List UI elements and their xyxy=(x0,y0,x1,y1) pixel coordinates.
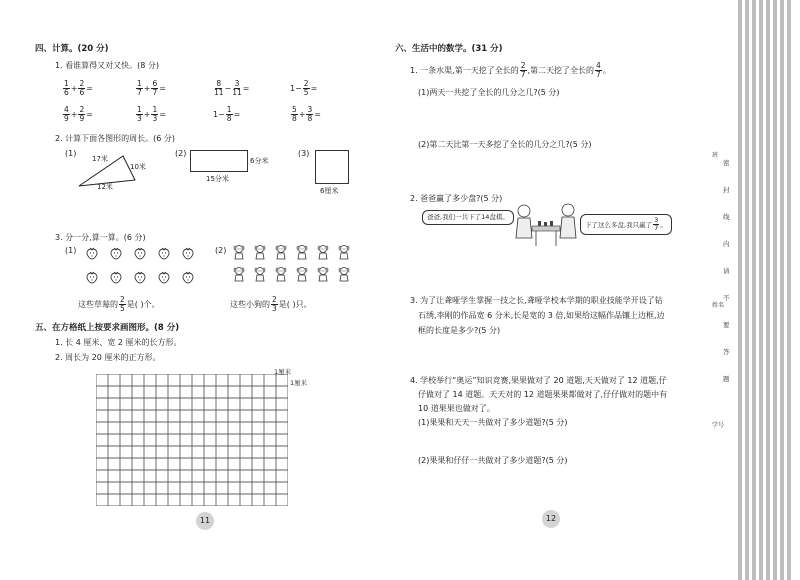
bubble2-post: 。 xyxy=(660,221,667,229)
calc-numerator: 6 xyxy=(152,79,158,88)
r-q2-title: 2. 爸爸赢了多少盘?(5 分) xyxy=(410,194,503,203)
r-q4-part1: (1)果果和天天一共做对了多少道题?(5 分) xyxy=(418,418,568,427)
strawberry-icon xyxy=(181,246,195,260)
puppy-icon xyxy=(253,244,267,258)
puppy-icon xyxy=(274,266,288,280)
binding-stripe xyxy=(773,0,777,580)
div1-number: (1) xyxy=(65,246,77,255)
grid-unit-label-side: 1厘米 xyxy=(290,379,308,387)
calc-item xyxy=(290,80,317,97)
puppy-icon xyxy=(316,266,330,280)
calc-numerator: 1 xyxy=(137,105,142,114)
calc-numerator: 1 xyxy=(152,105,158,114)
calc-equals: = xyxy=(310,84,318,93)
margin-char: 题 xyxy=(723,375,730,383)
calc-denominator: 7 xyxy=(137,88,142,97)
calc-denominator: 5 xyxy=(303,88,309,97)
strawberry-icon xyxy=(109,270,123,284)
margin-char: 不 xyxy=(723,294,730,302)
calc-denominator: 6 xyxy=(64,88,69,97)
strawberry-icon xyxy=(157,246,171,260)
fig3-number: (3) xyxy=(298,149,310,158)
calc-denominator: 3 xyxy=(137,114,142,123)
binding-stripe xyxy=(766,0,770,580)
margin-char: 内 xyxy=(723,240,730,248)
calc-fraction xyxy=(214,80,224,97)
r-q4-line1: 4. 学校举行“奥运”知识竞赛,果果做对了 20 道题,天天做对了 12 道题,仔 xyxy=(410,376,667,385)
r-q3-line1: 3. 为了让聋哑学生掌握一技之长,聋哑学校本学期的职业技能学开设了钻 xyxy=(410,296,663,305)
chess-players-illustration xyxy=(510,202,582,248)
calc-equals: = xyxy=(242,84,250,93)
r-q1-frac2 xyxy=(595,62,602,79)
graph-paper-grid[interactable] xyxy=(96,374,288,506)
r-q1-frac1-num: 2 xyxy=(520,61,526,70)
calc-fraction xyxy=(151,80,158,97)
strawberry-icon xyxy=(85,246,99,260)
calc-equals: = xyxy=(86,110,93,119)
puppy-icon xyxy=(232,244,246,258)
strawberry-icon xyxy=(133,270,147,284)
calc-denominator: 6 xyxy=(79,88,85,97)
calc-numerator: 3 xyxy=(234,79,240,88)
binding-stripe xyxy=(738,0,742,580)
fig1-label-b: 10米 xyxy=(130,163,146,171)
triangle-figure xyxy=(75,152,155,192)
r-q1-part1: (1)两天一共挖了全长的几分之几?(5 分) xyxy=(418,88,560,97)
calc-item xyxy=(135,106,166,123)
calc-item xyxy=(290,106,321,123)
div2-question xyxy=(230,296,312,313)
r-q4-part2: (2)果果和仔仔一共做对了多少道题?(5 分) xyxy=(418,456,568,465)
bubble2-fraction xyxy=(653,217,659,232)
r-q4-line3: 10 道果果也做对了。 xyxy=(418,404,495,413)
div1-fraction-den: 5 xyxy=(120,304,125,313)
calc-denominator: 7 xyxy=(152,88,158,97)
margin-small-3: 学号 xyxy=(712,422,725,429)
binding-stripe xyxy=(759,0,763,580)
r-q1-frac1-den: 7 xyxy=(520,70,526,79)
div1-post: 是( )个。 xyxy=(126,300,160,309)
sec5-q2: 2. 周长为 20 厘米的正方形。 xyxy=(55,353,161,362)
puppy-icon xyxy=(295,266,309,280)
calc-fraction xyxy=(78,80,85,97)
calc-numerator: 1 xyxy=(137,79,142,88)
q3-title: 3. 分一分,算一算。(6 分) xyxy=(55,233,146,242)
calc-denominator: 8 xyxy=(307,114,313,123)
calc-equals: = xyxy=(86,84,93,93)
calc-numerator: 5 xyxy=(292,105,297,114)
calc-item xyxy=(213,80,250,97)
puppy-icon xyxy=(232,266,246,280)
bubble2-pre: 下了这么多盘,我只赢了 xyxy=(585,221,653,229)
calc-operator: + xyxy=(70,84,78,93)
puppy-icon xyxy=(337,244,351,258)
calc-operator: + xyxy=(298,110,306,119)
calc-denominator: 11 xyxy=(232,88,242,97)
calc-denominator: 11 xyxy=(214,88,224,97)
calc-operator: + xyxy=(70,110,78,119)
section5-title: 五、在方格纸上按要求画图形。(8 分) xyxy=(35,323,180,333)
calc-fraction xyxy=(303,80,310,97)
bubble2-fraction-num: 3 xyxy=(654,216,659,224)
calc-denominator: 8 xyxy=(226,114,232,123)
sec5-q1: 1. 长 4 厘米、宽 2 厘米的长方形。 xyxy=(55,338,182,347)
margin-char: 封 xyxy=(723,186,730,194)
div1-question xyxy=(78,296,160,313)
calc-fraction xyxy=(136,80,143,97)
calc-numerator: 2 xyxy=(79,79,85,88)
strawberry-icon xyxy=(85,270,99,284)
speech-bubble-dad xyxy=(580,214,672,235)
calc-denominator: 9 xyxy=(79,114,85,123)
div2-number: (2) xyxy=(215,246,227,255)
calc-numerator: 4 xyxy=(64,105,69,114)
binding-stripe xyxy=(780,0,784,580)
calc-fraction xyxy=(226,106,233,123)
margin-char: 线 xyxy=(723,213,730,221)
r-q1-pre: 1. 一条水渠,第一天挖了全长的 xyxy=(410,66,519,75)
puppy-icon xyxy=(274,244,288,258)
margin-small-2: 姓名 xyxy=(712,302,725,309)
calc-fraction xyxy=(232,80,242,97)
calc-operator: − xyxy=(224,84,232,93)
fig2-label-a: 6分米 xyxy=(250,157,269,165)
page-number-right: 12 xyxy=(542,510,560,528)
div1-fraction-num: 2 xyxy=(120,295,125,304)
r-q1-frac2-num: 4 xyxy=(596,61,601,70)
calc-numerator: 2 xyxy=(79,105,85,114)
calc-item xyxy=(62,80,93,97)
page-number-left: 11 xyxy=(196,512,214,530)
margin-char: 要 xyxy=(723,321,730,329)
puppy-icon xyxy=(253,266,267,280)
r-q1-part2: (2)第二天比第一天多挖了全长的几分之几?(5 分) xyxy=(418,140,592,149)
binding-stripe xyxy=(752,0,756,580)
r-q1-frac2-den: 7 xyxy=(596,70,601,79)
section6-title: 六、生活中的数学。(31 分) xyxy=(395,44,503,54)
div2-pre: 这些小狗的 xyxy=(230,300,270,309)
div2-fraction xyxy=(271,296,278,313)
fig1-label-c: 12米 xyxy=(97,183,113,191)
speech-bubble-child: 爸爸,我们一共下了14盘棋。 xyxy=(422,210,514,225)
puppy-icon xyxy=(295,244,309,258)
binding-stripe xyxy=(787,0,791,580)
calc-prefix: 1− xyxy=(290,84,302,93)
rectangle-figure xyxy=(190,150,248,172)
section4-title: 四、计算。(20 分) xyxy=(35,44,109,54)
calc-numerator: 8 xyxy=(216,79,222,88)
calc-fraction xyxy=(63,106,70,123)
calc-fraction xyxy=(291,106,298,123)
calc-equals: = xyxy=(159,110,166,119)
calc-operator: + xyxy=(143,84,151,93)
div1-fraction xyxy=(119,296,126,313)
r-q1-frac1 xyxy=(520,62,527,79)
calc-item xyxy=(135,80,166,97)
margin-char: 答 xyxy=(723,348,730,356)
calc-fraction xyxy=(78,106,85,123)
calc-denominator: 9 xyxy=(64,114,69,123)
calc-denominator: 3 xyxy=(152,114,158,123)
div2-fraction-den: 3 xyxy=(272,304,277,313)
calc-equals: = xyxy=(159,84,166,93)
calc-numerator: 1 xyxy=(64,79,69,88)
calc-fraction xyxy=(151,106,158,123)
div1-pre: 这些草莓的 xyxy=(78,300,118,309)
q1-title: 1. 看谁算得又对又快。(8 分) xyxy=(55,61,160,70)
div2-post: 是( )只。 xyxy=(278,300,312,309)
calc-denominator: 8 xyxy=(292,114,297,123)
r-q1-end: 。 xyxy=(602,66,611,75)
r-q3-line3: 框的长度是多少?(5 分) xyxy=(418,326,501,335)
strawberry-icon xyxy=(181,270,195,284)
calc-item xyxy=(62,106,93,123)
q2-title: 2. 计算下面各图形的周长。(6 分) xyxy=(55,134,176,143)
calc-operator: + xyxy=(143,110,151,119)
calc-item xyxy=(213,106,240,123)
fig2-label-b: 15分米 xyxy=(206,175,229,183)
bubble2-fraction-den: 7 xyxy=(654,224,659,232)
margin-char: 请 xyxy=(723,267,730,275)
calc-prefix: 1− xyxy=(213,110,225,119)
calc-numerator: 1 xyxy=(226,105,232,114)
grid-unit-label: 1厘米 xyxy=(274,368,292,376)
calc-numerator: 2 xyxy=(303,79,309,88)
fig2-number: (2) xyxy=(175,149,187,158)
div2-fraction-num: 2 xyxy=(272,295,277,304)
calc-fraction xyxy=(136,106,143,123)
r-q3-line2: 石绣,李刚的作品宽 6 分米,长是宽的 3 倍,如果给这幅作品镶上边框,边 xyxy=(418,311,665,320)
puppy-icon xyxy=(337,266,351,280)
r-q1-mid: ,第二天挖了全长的 xyxy=(527,66,595,75)
fig3-label-a: 6厘米 xyxy=(320,187,339,195)
calc-fraction xyxy=(63,80,70,97)
fig1-number: (1) xyxy=(65,149,77,158)
margin-char: 密 xyxy=(723,159,730,167)
fig1-label-a: 17米 xyxy=(92,155,108,163)
strawberry-icon xyxy=(109,246,123,260)
calc-fraction xyxy=(306,106,313,123)
puppy-icon xyxy=(316,244,330,258)
r-q4-line2: 仔做对了 14 道题。天天对的 12 道题果果都做对了,仔仔做对的题中有 xyxy=(418,390,668,399)
strawberry-icon xyxy=(133,246,147,260)
calc-numerator: 3 xyxy=(307,105,313,114)
calc-equals: = xyxy=(233,110,241,119)
margin-small-1: 班 xyxy=(712,152,719,159)
binding-stripe xyxy=(745,0,749,580)
strawberry-icon xyxy=(157,270,171,284)
r-q1-stem xyxy=(410,62,611,79)
square-figure xyxy=(315,150,349,184)
calc-equals: = xyxy=(314,110,321,119)
